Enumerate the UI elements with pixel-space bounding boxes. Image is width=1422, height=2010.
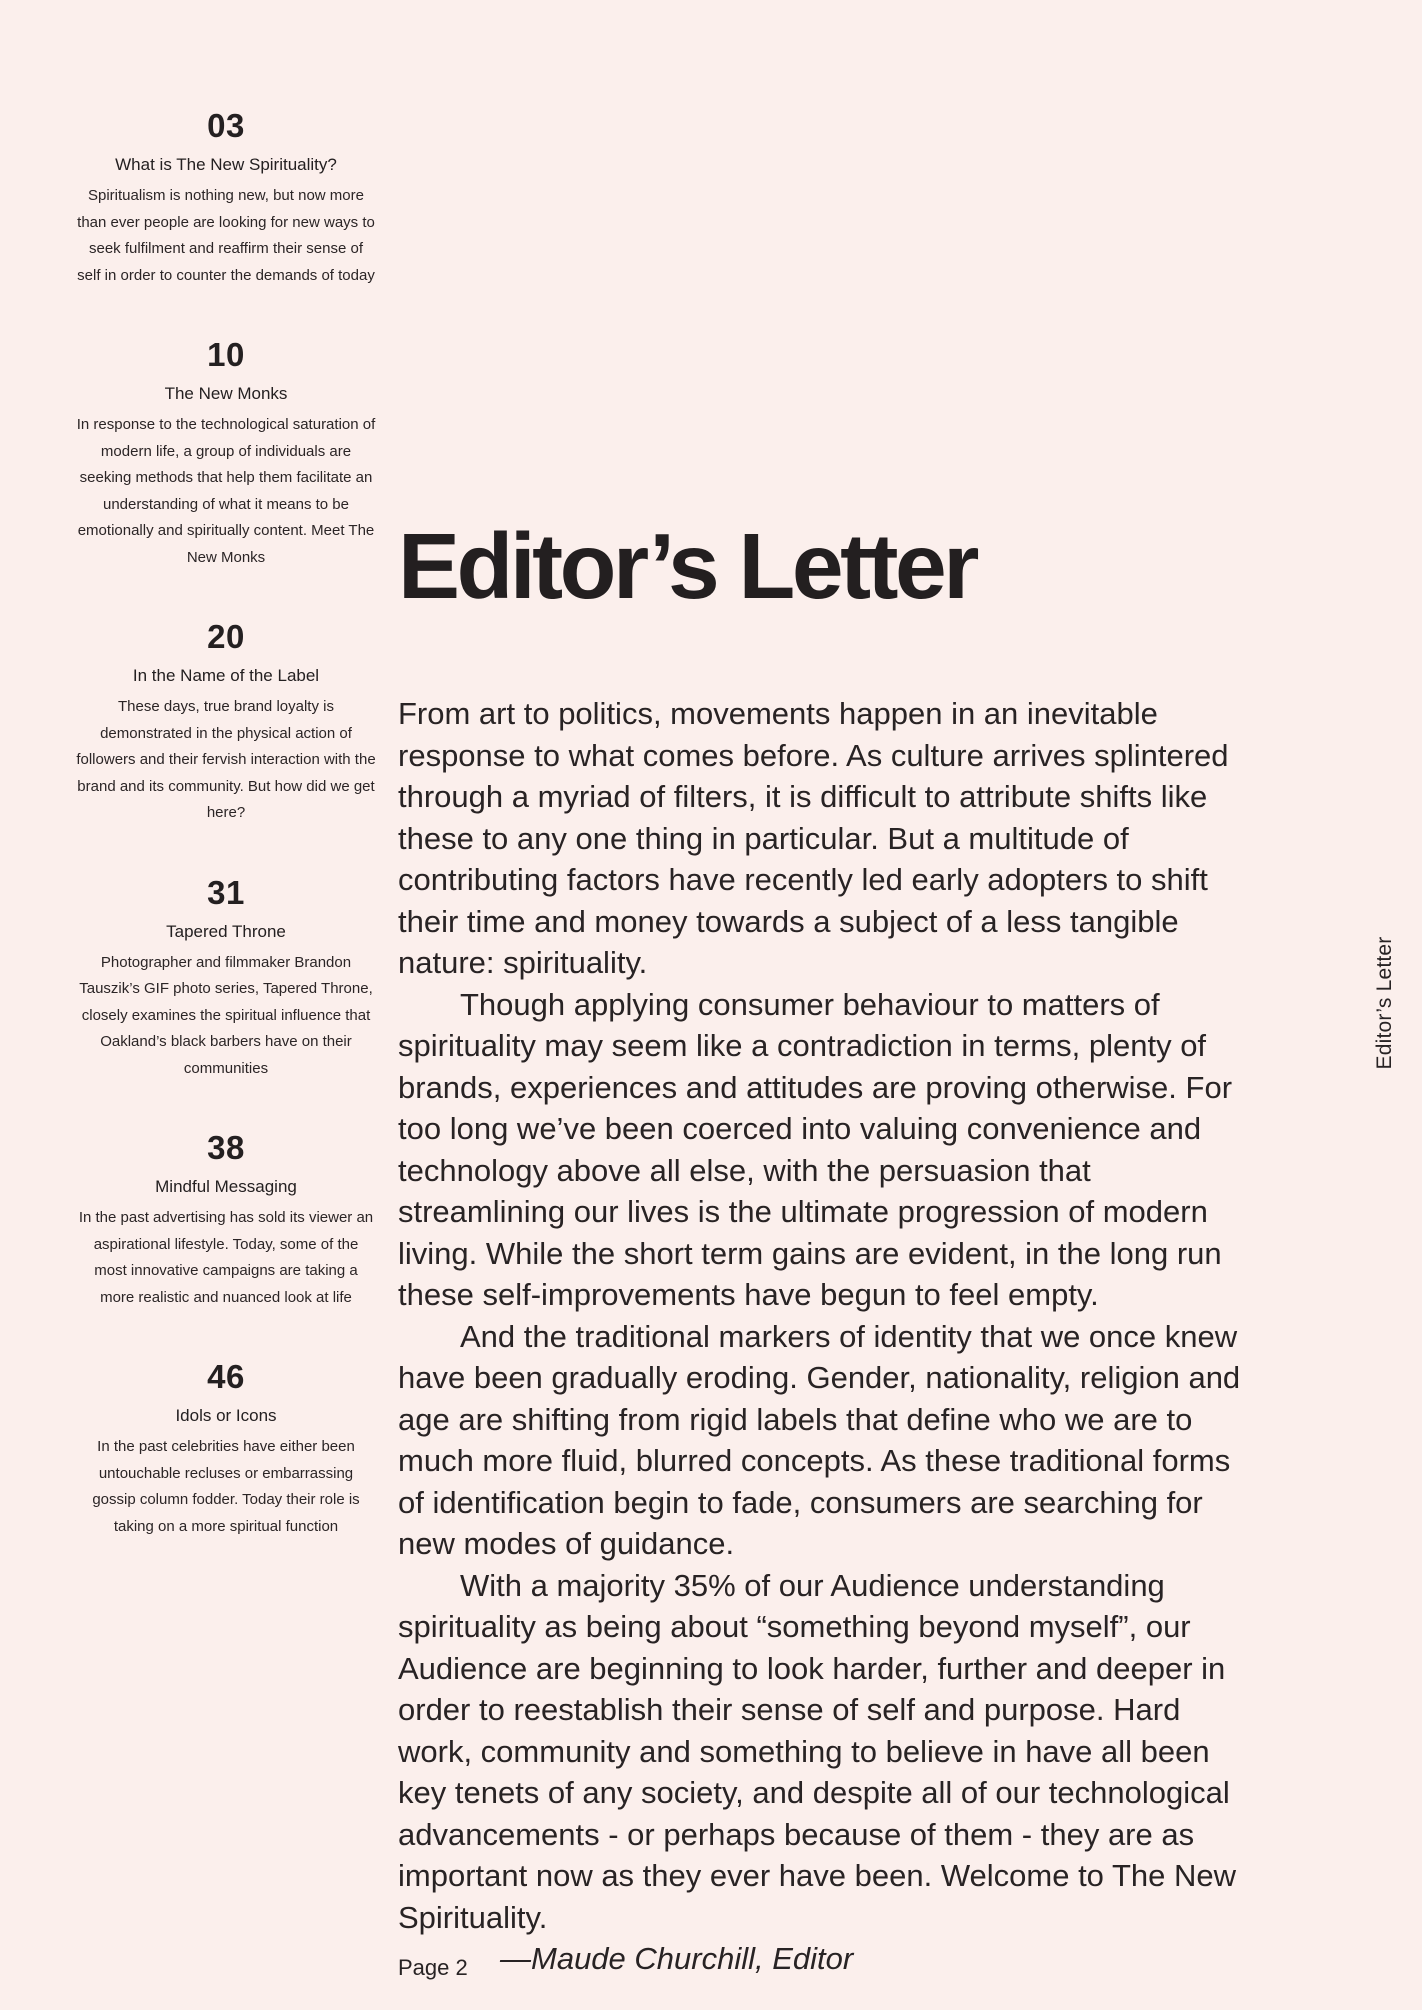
article-paragraph: From art to politics, movements happen in an inevitable response to what comes before. As culture arrives splintered through a myriad of filters, it is difficult to attribute shifts like these to any one thing in particular. But a multitude of contributing factors have recently led early adopters to shift their time and money towards a subject of a less tangible nature: spirituality.: [398, 696, 1229, 980]
toc-article-description: These days, true brand loyalty is demonstrated in the physical action of followers and their fervish interaction with the brand and its community. But how did we get here?: [76, 698, 376, 821]
toc-article-description: Spiritualism is nothing new, but now more than ever people are looking for new ways to seek fulfilment and reaffirm their sense of self in order to counter the demands of today: [77, 187, 375, 284]
article-paragraph: With a majority 35% of our Audience understanding spirituality as being about “something beyond myself”, our Audience are beginning to look harder, further and deeper in order to reestablish their sense of self and purpose. Hard work, community and something to believe in have all been key tenets of any society, and despite all of our technological advancements - or perhaps because of them - they are as important now as they ever have been. Welcome to The New Spirituality.: [398, 1567, 1237, 1935]
toc-page-number: 38: [207, 1129, 245, 1166]
toc-article-title: What is The New Spirituality?: [115, 155, 337, 174]
article-paragraph: And the traditional markers of identity that we once knew have been gradually eroding. Gender, nationality, religion and age are shifting from rigid labels that define who we are to much more fluid, blurred concepts. As these traditional forms of identification begin to fade, consumers are searching for new modes of guidance.: [398, 1318, 1241, 1561]
toc-article-title: In the Name of the Label: [132, 666, 320, 685]
toc-page-number: 20: [207, 618, 245, 655]
toc-page-number: 46: [207, 1358, 245, 1395]
article-body: [398, 693, 1243, 1980]
toc-article-description: In the past celebrities have either been untouchable recluses or embarrassing gossip column fodder. Today their role is taking on a more spiritual function: [92, 1438, 360, 1535]
toc-entry-31: [76, 873, 376, 1083]
toc-article-description: In the past advertising has sold its viewer an aspirational lifestyle. Today, some of the most innovative campaigns are taking a more realistic and nuanced look at life: [78, 1209, 374, 1306]
editor-signature: —Maude Churchill, Editor: [500, 1941, 854, 1976]
toc-entry-46: [76, 1357, 376, 1540]
toc-article-title: The New Monks: [164, 384, 288, 403]
toc-article-title: Tapered Throne: [166, 921, 286, 941]
toc-entry-10: [76, 335, 376, 571]
section-side-label: Editor’s Letter: [1373, 936, 1396, 1070]
toc-article-title: Idols or Icons: [175, 1406, 277, 1425]
toc-article-description: In response to the technological saturation of modern life, a group of individuals are seeking methods that help them facilitate an understanding of what it means to be emotionally and spiritually content. Meet The New Monks: [76, 416, 376, 566]
toc-entry-20: [76, 617, 376, 827]
table-of-contents: [76, 106, 376, 1540]
toc-article-description: Photographer and filmmaker Brandon Tauszik’s GIF photo series, Tapered Throne, closely examines the spiritual influence that Oakland’s black barbers have on their communities: [79, 953, 373, 1077]
toc-article-title: Mindful Messaging: [155, 1177, 297, 1196]
page-number-footer: Page 2: [398, 1955, 468, 1980]
toc-page-number: 03: [207, 107, 245, 144]
toc-entry-38: [76, 1128, 376, 1311]
toc-entry-03: [76, 106, 376, 289]
page-title: Editor’s Letter: [398, 514, 976, 618]
article-paragraph: Though applying consumer behaviour to matters of spirituality may seem like a contradiction in terms, plenty of brands, experiences and attitudes are proving otherwise. For too long we’ve been coerced into valuing convenience and technology above all else, with the persuasion that streamlining our lives is the ultimate progression of modern living. While the short term gains are evident, in the long run these self-improvements have begun to feel empty.: [398, 986, 1233, 1312]
toc-page-number: 31: [207, 873, 245, 911]
toc-page-number: 10: [207, 336, 245, 373]
